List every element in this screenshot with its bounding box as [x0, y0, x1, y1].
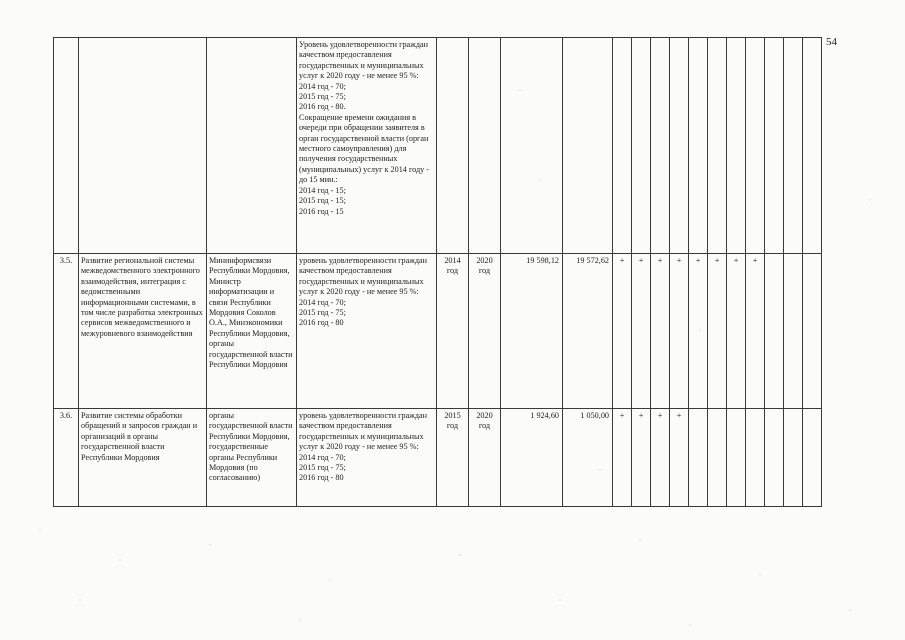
table-row	[54, 409, 822, 507]
schedule-mark: +	[746, 254, 765, 409]
funding-planned-cell	[501, 409, 563, 507]
funding-planned-cell	[501, 254, 563, 409]
activity-indicator: уровень удовлетворенности граждан качеством предоставления государственных и муниципальных услуг к 2020 году - не менее 95 %: 2014 год - 70; 2015 год - 75; 2016 год - 80	[299, 411, 428, 483]
funding-planned: 19 598,12	[526, 256, 559, 265]
funding-actual-cell	[563, 254, 613, 409]
activity-number: 3.5.	[59, 256, 73, 265]
schedule-mark	[632, 38, 651, 254]
funding-planned-cell	[501, 38, 563, 254]
schedule-mark: +	[670, 254, 689, 409]
schedule-mark: +	[708, 254, 727, 409]
funding-actual-cell	[563, 38, 613, 254]
schedule-mark: +	[651, 409, 670, 507]
activity-name-cell	[79, 38, 207, 254]
end-year-cell	[469, 38, 501, 254]
start-year-cell	[437, 38, 469, 254]
activity-indicator: Уровень удовлетворенности граждан качеством предоставления государственных и муниципальных услуг к 2020 году - не менее 95 %: 2014 год - 70; 2015 год - 75; 2016 год - 80. Сокращение времени ожидания в очереди при обращении заявителя в орган государственной власти (орган местного самоуправления) для получения государственных (муниципальных) услуг к 2014 году - до 15 мин.: 2014 год - 15; 2015 год - 15; 2016 год - 15	[299, 40, 429, 216]
activity-executor: Мининформсвязи Республики Мордовия, Министр информатизации и связи Республики Мордовия Соколов О.А., Минэкономики Республики Мордовия, органы государственной власти Республики Мордовия	[209, 256, 293, 370]
schedule-mark: +	[670, 409, 689, 507]
activity-executor-cell	[207, 38, 297, 254]
start-year: 2015 год	[444, 411, 461, 431]
schedule-mark	[803, 254, 822, 409]
schedule-mark	[784, 38, 803, 254]
funding-actual: 1 050,00	[580, 411, 609, 420]
schedule-mark	[765, 409, 784, 507]
start-year: 2014 год	[444, 256, 461, 276]
table-row	[54, 38, 822, 254]
schedule-mark	[727, 409, 746, 507]
schedule-mark: +	[689, 254, 708, 409]
schedule-mark	[651, 38, 670, 254]
schedule-mark	[727, 38, 746, 254]
schedule-mark: +	[632, 409, 651, 507]
funding-actual-cell	[563, 409, 613, 507]
activity-name-cell	[79, 254, 207, 409]
funding-actual: 19 572,62	[576, 256, 609, 265]
schedule-mark	[784, 409, 803, 507]
activity-executor-cell	[207, 409, 297, 507]
table-row	[54, 254, 822, 409]
schedule-mark	[765, 254, 784, 409]
schedule-mark	[708, 38, 727, 254]
schedule-mark: +	[613, 409, 632, 507]
schedule-mark	[784, 254, 803, 409]
activity-name-cell	[79, 409, 207, 507]
schedule-mark	[746, 409, 765, 507]
schedule-mark	[746, 38, 765, 254]
schedule-mark	[708, 409, 727, 507]
activity-executor: органы государственной власти Республики Мордовия, государственные органы Республики Мордовия (по согласованию)	[209, 411, 293, 483]
schedule-mark	[689, 38, 708, 254]
schedule-mark	[765, 38, 784, 254]
end-year: 2020 год	[476, 411, 493, 431]
page-number: 54	[826, 36, 837, 48]
activity-indicator-cell	[297, 409, 437, 507]
schedule-mark: +	[651, 254, 670, 409]
activity-indicator: уровень удовлетворенности граждан качеством предоставления государственных и муниципальных услуг к 2020 году - не менее 95 %: 2014 год - 70; 2015 год - 75; 2016 год - 80	[299, 256, 428, 328]
schedule-mark	[689, 409, 708, 507]
funding-planned: 1 924,60	[530, 411, 559, 420]
end-year: 2020 год	[476, 256, 493, 276]
activity-indicator-cell	[297, 38, 437, 254]
schedule-mark	[670, 38, 689, 254]
program-activities-table	[53, 37, 822, 507]
schedule-mark	[803, 409, 822, 507]
schedule-mark	[803, 38, 822, 254]
activity-name: Развитие региональной системы межведомственного электронного взаимодействия, интеграция с ведомственными информационными системами, в том числе разработка электронных сервисов межведомственного и межуровневого взаимодействия	[81, 256, 203, 338]
schedule-mark	[613, 38, 632, 254]
activity-name: Развитие системы обработки обращений и запросов граждан и организаций в органы государственной власти Республики Мордовия	[81, 411, 198, 462]
end-year-cell	[469, 254, 501, 409]
activity-indicator-cell	[297, 254, 437, 409]
activity-number-cell	[54, 38, 79, 254]
start-year-cell	[437, 409, 469, 507]
start-year-cell	[437, 254, 469, 409]
activity-executor-cell	[207, 254, 297, 409]
schedule-mark: +	[613, 254, 632, 409]
end-year-cell	[469, 409, 501, 507]
activity-number-cell	[54, 254, 79, 409]
schedule-mark: +	[632, 254, 651, 409]
schedule-mark: +	[727, 254, 746, 409]
activity-number-cell	[54, 409, 79, 507]
activity-number: 3.6.	[59, 411, 73, 420]
